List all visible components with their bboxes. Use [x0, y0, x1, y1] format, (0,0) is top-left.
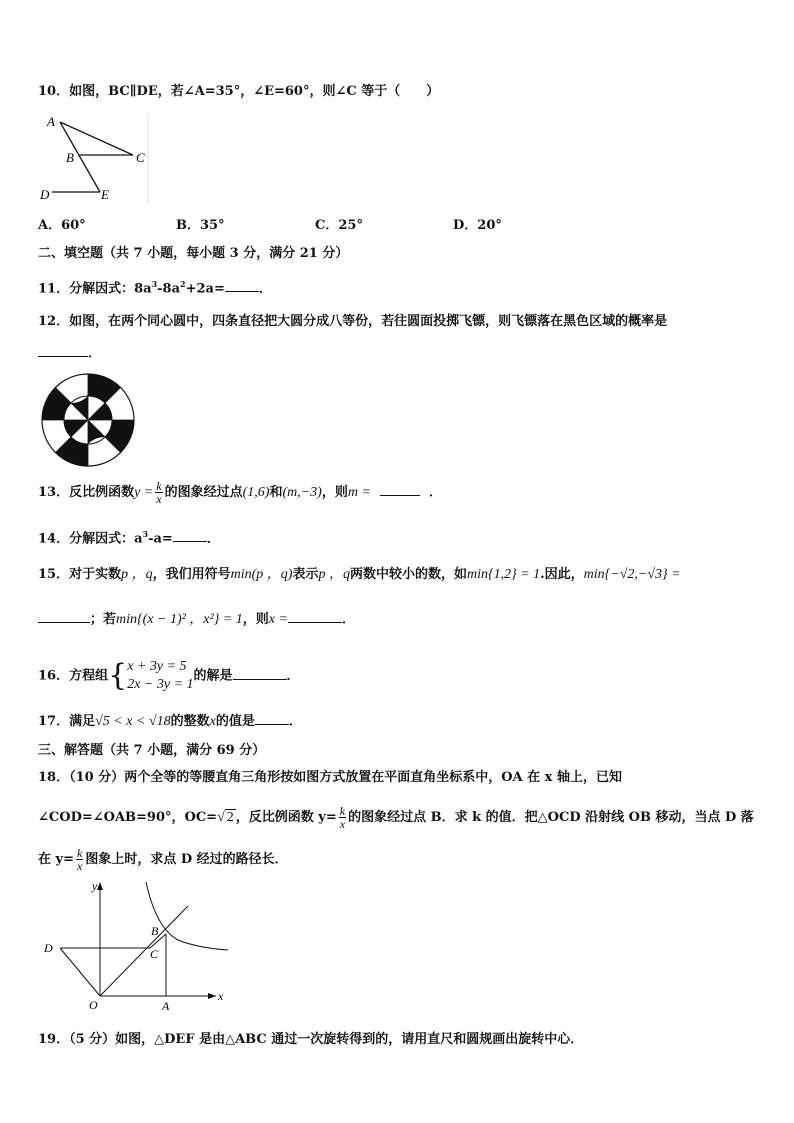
- label-C: C: [150, 947, 159, 961]
- q15-line1: 15．对于实数p ，q，我们用符号min(p ，q)表示p ，q两数中较小的数，如min{1,2} = 1.因此，min{−√2,−√3} =: [38, 567, 681, 582]
- section-3-heading: 三、解答题（共 7 小题，满分 69 分）: [38, 743, 266, 758]
- q18-line1: 18．（10 分）两个全等的等腰直角三角形按如图方式放置在平面直角坐标系中，OA 在 x 轴上，已知: [38, 770, 622, 785]
- label-D: D: [40, 187, 50, 202]
- answer-blank[interactable]: [233, 665, 287, 680]
- q13: 13．反比例函数y = $\frac{k}{x}$ 的图象经过点(1,6)和(m,−3)，则m = ．: [38, 479, 443, 506]
- q12-dartboard: [40, 372, 136, 468]
- label-O: O: [89, 998, 98, 1012]
- q16: 16．方程组{ x + 3y = 5 2x − 3y = 1 的解是 ．: [38, 658, 300, 693]
- label-B: B: [151, 924, 159, 938]
- section-2-heading: 二、填空题（共 7 小题，每小题 3 分，满分 21 分）: [38, 246, 349, 261]
- option-c[interactable]: C．25°: [315, 218, 363, 233]
- answer-blank[interactable]: [225, 277, 259, 292]
- q18-figure: [38, 878, 238, 1018]
- answer-blank[interactable]: [255, 710, 289, 725]
- label-C: C: [136, 150, 145, 165]
- q18-line3: 在 y= $\frac{k}{x}$ 图象上时，求点 D 经过的路径长．: [38, 846, 288, 873]
- q12-answer: ．: [38, 342, 101, 364]
- q15-line2: ；若min{(x − 1)² ，x²} = 1，则x = ．: [38, 608, 355, 630]
- option-a[interactable]: A．60°: [38, 218, 86, 233]
- q11: 11．分解因式：$8a^3-8a^2+2a=$ ．: [38, 279, 272, 297]
- label-B: B: [66, 150, 74, 165]
- q10-stem: 10．如图，BC∥DE，若∠A=35°，∠E=60°，则∠C 等于（ ）: [38, 84, 440, 99]
- q18-line2: ∠COD=∠OAB=90°，OC=√ 2 ，反比例函数 y= $\frac{k}{x}$ 的图象经过点 B．求 k 的值．把△OCD 沿射线 OB 移动，当点 D 落: [38, 804, 754, 831]
- answer-blank[interactable]: [380, 481, 420, 496]
- answer-blank[interactable]: [38, 342, 88, 357]
- label-D: D: [44, 941, 53, 955]
- answer-blank[interactable]: [288, 608, 342, 623]
- q19: 19．（5 分）如图，△DEF 是由△ABC 通过一次旋转得到的，请用直尺和圆规画出旋转中心．: [38, 1032, 584, 1047]
- label-E: E: [101, 187, 109, 202]
- label-x: x: [218, 989, 224, 1003]
- option-d[interactable]: D．20°: [453, 218, 502, 233]
- option-b[interactable]: B．35°: [176, 218, 225, 233]
- q17: 17．满足√5 < x < √18的整数x的值是 ．: [38, 710, 302, 732]
- q12-stem: 12．如图，在两个同心圆中，四条直径把大圆分成八等份，若往圆面投掷飞镖，则飞镖落在黑色区域的概率是: [38, 314, 668, 329]
- label-y: y: [92, 879, 98, 893]
- answer-blank[interactable]: [38, 608, 90, 623]
- label-A: A: [47, 114, 55, 129]
- answer-blank[interactable]: [173, 527, 207, 542]
- q14: 14．分解因式：$a^3-a=$ ．: [38, 529, 220, 547]
- q10-figure: [38, 110, 150, 204]
- label-A: A: [162, 999, 170, 1013]
